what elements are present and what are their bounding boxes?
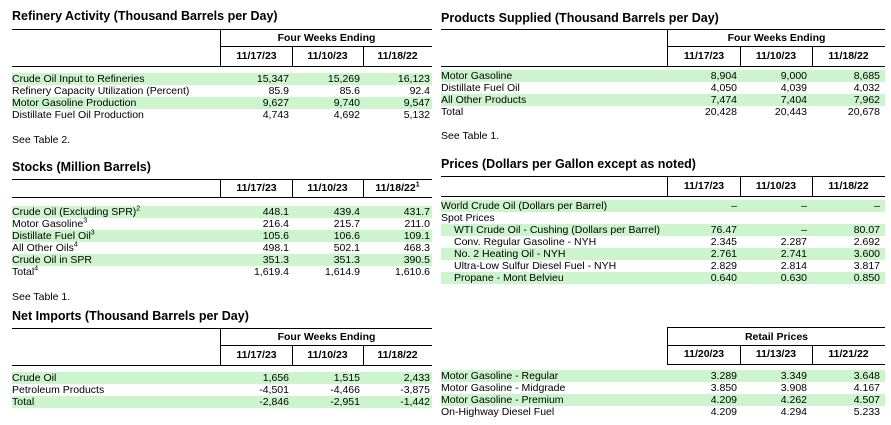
- cell-value: 0.850: [853, 272, 880, 284]
- cell-value: –: [731, 200, 737, 212]
- cell-value: 2.345: [710, 236, 737, 248]
- row-label: WTI Crude Oil - Cushing (Dollars per Barrel): [454, 224, 660, 236]
- products-note: See Table 1.: [441, 130, 500, 142]
- prices-col-header: 11/18/22: [828, 180, 869, 192]
- imports-group-rule: [221, 345, 432, 346]
- cell-value: 9,000: [780, 70, 807, 82]
- cell-value: 215.7: [333, 218, 360, 230]
- imports-title: Net Imports (Thousand Barrels per Day): [12, 309, 249, 323]
- retail-group-header: Retail Prices: [744, 331, 809, 343]
- row-label: Crude Oil in SPR: [12, 254, 92, 266]
- cell-value: 211.0: [404, 218, 430, 230]
- cell-value: 3.817: [853, 260, 880, 272]
- cell-value: 3.648: [853, 370, 880, 382]
- cell-value: 2.814: [780, 260, 807, 272]
- row-label: Motor Gasoline: [441, 70, 513, 82]
- cell-value: 16,123: [397, 73, 430, 85]
- row-label: Distillate Fuel Oil Production: [12, 109, 144, 121]
- row-label: Distillate Fuel Oil$^3$: [12, 229, 95, 242]
- row-label: Total: [441, 106, 464, 118]
- imports-col-header: 11/18/22: [377, 349, 418, 361]
- prices-title: Prices (Dollars per Gallon except as noted): [441, 157, 696, 171]
- row-label: On-Highway Diesel Fuel: [441, 406, 555, 418]
- cell-value: 76.47: [710, 224, 737, 236]
- cell-value: 106.6: [333, 230, 360, 242]
- retail-group-rule: [668, 345, 885, 346]
- cell-value: 2.761: [710, 248, 737, 260]
- products-col-header: 11/10/23: [755, 50, 797, 62]
- table-row: [441, 272, 885, 284]
- table-row: [12, 218, 432, 230]
- table-row: [12, 97, 432, 109]
- row-label: Conv. Regular Gasoline - NYH: [454, 236, 597, 248]
- cell-value: -1,442: [400, 396, 430, 408]
- cell-value: 2.829: [710, 260, 737, 272]
- refinery-top-rule: [12, 29, 432, 30]
- table-row: [441, 382, 885, 394]
- cell-value: 9,547: [403, 97, 430, 109]
- row-label: Spot Prices: [441, 212, 495, 224]
- table-row: [441, 406, 885, 418]
- cell-value: 1,614.9: [324, 266, 360, 278]
- cell-value: 92.4: [409, 85, 430, 97]
- products-col-header: 11/17/23: [683, 50, 725, 62]
- cell-value: 4.262: [780, 394, 807, 406]
- cell-value: 3.289: [710, 370, 737, 382]
- table-row: [441, 94, 885, 106]
- row-label: Propane - Mont Belvieu: [454, 272, 564, 284]
- row-label: Total$^4$: [12, 265, 39, 278]
- cell-value: 2.741: [780, 248, 807, 260]
- imports-top-rule: [12, 328, 432, 329]
- table-row: [441, 394, 885, 406]
- cell-value: 8,904: [710, 70, 737, 82]
- row-label: Crude Oil: [12, 372, 57, 384]
- cell-value: 7,404: [780, 94, 807, 106]
- cell-value: 105.6: [262, 230, 289, 242]
- cell-value: 1,656: [262, 372, 289, 384]
- stocks-header-rule: [12, 197, 432, 198]
- retail-col-header: 11/13/23: [755, 348, 797, 360]
- cell-value: 3.850: [710, 382, 737, 394]
- cell-value: 20,428: [704, 106, 737, 118]
- table-row: [441, 248, 885, 260]
- row-label: Motor Gasoline Production: [12, 97, 137, 109]
- row-label: All Other Oils$^4$: [12, 241, 78, 254]
- table-row: [12, 254, 432, 266]
- prices-col-header: 11/10/23: [755, 180, 797, 192]
- table-row: [441, 106, 885, 118]
- cell-value: 7,474: [710, 94, 737, 106]
- table-row: [12, 266, 432, 278]
- cell-value: 8,685: [853, 70, 880, 82]
- table-row: [441, 200, 885, 212]
- products-group-header: Four Weeks Ending: [727, 32, 826, 44]
- refinery-group-rule: [221, 46, 432, 47]
- cell-value: 3.349: [780, 370, 807, 382]
- cell-value: 439.4: [333, 206, 360, 218]
- products-top-rule: [441, 29, 885, 30]
- refinery-col-header: 11/17/23: [236, 50, 277, 62]
- row-label: Distillate Fuel Oil: [441, 82, 520, 94]
- cell-value: -2,846: [259, 396, 289, 408]
- cell-value: –: [874, 200, 880, 212]
- imports-group-header: Four Weeks Ending: [277, 331, 376, 343]
- table-row: [12, 372, 432, 384]
- stocks-note: See Table 1.: [12, 291, 71, 303]
- stocks-col-header: $11/18/22^1$: [375, 181, 420, 194]
- products-header-rule: [441, 66, 885, 67]
- cell-value: 15,347: [256, 73, 289, 85]
- cell-value: 4.294: [780, 406, 807, 418]
- row-label: No. 2 Heating Oil - NYH: [454, 248, 566, 260]
- cell-value: 4.507: [853, 394, 880, 406]
- row-label: Motor Gasoline - Premium: [441, 394, 564, 406]
- row-label: Crude Oil Input to Refineries: [12, 73, 145, 85]
- cell-value: 20,678: [847, 106, 880, 118]
- table-row: [441, 224, 885, 236]
- table-row: [441, 236, 885, 248]
- cell-value: 3.600: [853, 248, 880, 260]
- cell-value: 0.640: [710, 272, 737, 284]
- prices-header-rule: [441, 196, 885, 197]
- imports-col-header: 11/10/23: [307, 349, 348, 361]
- table-row: [441, 82, 885, 94]
- cell-value: 85.9: [268, 85, 289, 97]
- products-col-header: 11/18/22: [828, 50, 869, 62]
- imports-col-header: 11/17/23: [236, 349, 277, 361]
- cell-value: 5.233: [853, 406, 880, 418]
- stocks-col-header: 11/17/23: [236, 182, 277, 194]
- cell-value: 4,032: [853, 82, 880, 94]
- stocks-col-header: 11/10/23: [307, 182, 348, 194]
- products-group-rule: [668, 46, 885, 47]
- retail-header-rule: [667, 364, 885, 365]
- table-row: [12, 109, 432, 121]
- cell-value: 4,039: [780, 82, 807, 94]
- cell-value: 2,433: [403, 372, 430, 384]
- table-row: [441, 70, 885, 82]
- cell-value: 4.209: [710, 406, 737, 418]
- table-row: [12, 85, 432, 97]
- cell-value: 9,627: [262, 97, 289, 109]
- table-row: [441, 370, 885, 382]
- cell-value: 3.908: [780, 382, 807, 394]
- cell-value: -4,501: [259, 384, 289, 396]
- cell-value: 4,743: [262, 109, 289, 121]
- cell-value: 216.4: [262, 218, 289, 230]
- cell-value: 1,515: [333, 372, 360, 384]
- row-label: Refinery Capacity Utilization (Percent): [12, 85, 190, 97]
- cell-value: 448.1: [262, 206, 289, 218]
- cell-value: 4.209: [710, 394, 737, 406]
- retail-top-rule: [667, 327, 885, 328]
- cell-value: –: [801, 200, 807, 212]
- cell-value: 4,050: [710, 82, 737, 94]
- cell-value: 109.1: [403, 230, 430, 242]
- cell-value: -4,466: [330, 384, 360, 396]
- retail-col-header: 11/21/22: [828, 348, 869, 360]
- table-row: [12, 73, 432, 85]
- table-row: [12, 242, 432, 254]
- row-label: Total: [12, 396, 35, 408]
- table-row: [12, 384, 432, 396]
- table-row: [12, 230, 432, 242]
- cell-value: 9,740: [333, 97, 360, 109]
- cell-value: 80.07: [853, 224, 880, 236]
- cell-value: 5,132: [403, 109, 430, 121]
- table-row: [441, 212, 885, 224]
- row-label: Petroleum Products: [12, 384, 105, 396]
- retail-col-header: 11/20/23: [683, 348, 725, 360]
- cell-value: 4,692: [333, 109, 360, 121]
- cell-value: 2.287: [780, 236, 807, 248]
- refinery-col-header: 11/18/22: [377, 50, 418, 62]
- refinery-group-header: Four Weeks Ending: [277, 32, 376, 44]
- table-row: [12, 396, 432, 408]
- cell-value: 351.3: [262, 254, 289, 266]
- table-row: [441, 260, 885, 272]
- stocks-top-rule: [12, 179, 432, 180]
- cell-value: 15,269: [327, 73, 360, 85]
- cell-value: 1,610.6: [394, 266, 430, 278]
- cell-value: 502.1: [333, 242, 360, 254]
- prices-col-header: 11/17/23: [683, 180, 725, 192]
- cell-value: 7,962: [853, 94, 880, 106]
- cell-value: -3,875: [400, 384, 430, 396]
- cell-value: 85.6: [339, 85, 360, 97]
- row-label: Crude Oil (Excluding SPR)$^2$: [12, 205, 141, 218]
- cell-value: -2,951: [330, 396, 360, 408]
- stocks-title: Stocks (Million Barrels): [12, 160, 151, 174]
- products-title: Products Supplied (Thousand Barrels per Day): [441, 11, 719, 25]
- cell-value: –: [801, 224, 807, 236]
- cell-value: 431.7: [403, 206, 430, 218]
- refinery-title: Refinery Activity (Thousand Barrels per Day): [12, 9, 278, 23]
- prices-top-rule: [441, 176, 885, 177]
- cell-value: 4.167: [853, 382, 880, 394]
- row-label: Motor Gasoline$^3$: [12, 217, 88, 230]
- refinery-note: See Table 2.: [12, 134, 71, 146]
- cell-value: 20,443: [774, 106, 807, 118]
- cell-value: 0.630: [780, 272, 807, 284]
- cell-value: 2.692: [853, 236, 880, 248]
- refinery-col-header: 11/10/23: [307, 50, 348, 62]
- row-label: Motor Gasoline - Regular: [441, 370, 559, 382]
- cell-value: 468.3: [403, 242, 430, 254]
- imports-header-rule: [12, 365, 432, 366]
- refinery-header-rule: [12, 66, 432, 67]
- cell-value: 390.5: [403, 254, 430, 266]
- row-label: Motor Gasoline - Midgrade: [441, 382, 566, 394]
- row-label: All Other Products: [441, 94, 527, 106]
- cell-value: 498.1: [262, 242, 289, 254]
- cell-value: 351.3: [333, 254, 360, 266]
- row-label: World Crude Oil (Dollars per Barrel): [441, 200, 608, 212]
- row-label: Ultra-Low Sulfur Diesel Fuel - NYH: [454, 260, 617, 272]
- cell-value: 1,619.4: [253, 266, 289, 278]
- table-row: [12, 206, 432, 218]
